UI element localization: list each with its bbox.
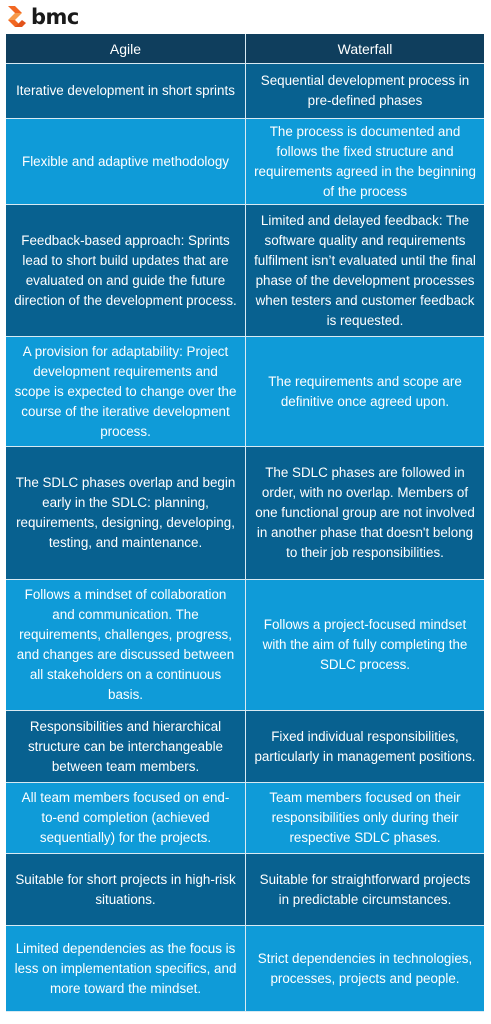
waterfall-cell [245, 447, 484, 579]
waterfall-cell [245, 64, 484, 118]
table-row [6, 337, 484, 447]
bmc-logo-icon [6, 5, 28, 29]
waterfall-cell [245, 783, 484, 853]
agile-cell [6, 64, 245, 118]
bmc-logo [6, 4, 79, 30]
waterfall-cell-text: The requirements and scope are definitive once agreed upon. [268, 373, 462, 409]
agile-cell-text: Feedback-based approach: Sprints lead to short build updates that are evaluated on and guide the future direction of the development process. [14, 232, 237, 308]
agile-cell [6, 580, 245, 710]
agile-cell [6, 711, 245, 782]
waterfall-cell-text: Follows a project-focused mindset with the aim of fully completing the SDLC process. [262, 617, 468, 672]
waterfall-cell-text: Strict dependencies in technologies, processes, projects and people. [257, 950, 473, 986]
agile-cell [6, 783, 245, 853]
table-row [6, 854, 484, 926]
waterfall-cell [245, 119, 484, 204]
agile-cell [6, 205, 245, 336]
agile-cell-text: A provision for adaptability: Project development requirements and scope is expected to change over the course of the iterative development process. [14, 343, 237, 439]
waterfall-cell-text: Fixed individual responsibilities, particularly in management positions. [254, 728, 476, 764]
agile-cell-text: All team members focused on end-to-end completion (achieved sequentially) for the projects. [21, 790, 230, 845]
waterfall-cell-text: Suitable for straightforward projects in predictable circumstances. [259, 871, 471, 907]
waterfall-cell-text: The SDLC phases are followed in order, with no overlap. Members of one functional group are not involved in another phase that doesn't belong to their job responsibilities. [255, 465, 475, 560]
waterfall-cell [245, 854, 484, 925]
table-row [6, 783, 484, 854]
agile-cell-text: Flexible and adaptive methodology [22, 153, 229, 169]
waterfall-cell [245, 337, 484, 446]
table-row [6, 447, 484, 580]
table-row [6, 926, 484, 1012]
agile-cell-text: Follows a mindset of collaboration and communication. The requirements, challenges, progress, and changes are discussed between all stakeholders on a continuous basis. [16, 587, 235, 702]
waterfall-cell [245, 711, 484, 782]
header-agile: Agile [6, 34, 245, 63]
agile-cell [6, 119, 245, 204]
table-row [6, 580, 484, 711]
table-header-row [6, 34, 484, 64]
waterfall-cell-text: Limited and delayed feedback: The software quality and requirements fulfilment isn’t evaluated until the final phase of the development processes when testers and customer feedback is requested. [254, 212, 476, 328]
comparison-table [6, 34, 484, 1012]
waterfall-cell [245, 580, 484, 710]
table-row [6, 119, 484, 205]
agile-cell-text: The SDLC phases overlap and begin early in the SDLC: planning, requirements, designing, developing, testing, and maintenance. [15, 475, 236, 550]
header-waterfall: Waterfall [245, 34, 484, 63]
agile-cell-text: Suitable for short projects in high-risk situations. [15, 871, 236, 907]
table-row [6, 711, 484, 783]
table-row [6, 205, 484, 337]
agile-cell-text: Iterative development in short sprints [16, 83, 235, 98]
waterfall-cell-text: Team members focused on their responsibilities only during their respective SDLC phases. [269, 790, 461, 845]
agile-cell [6, 447, 245, 579]
table-row [6, 64, 484, 119]
agile-cell-text: Responsibilities and hierarchical structure can be interchangeable between team members. [27, 718, 224, 774]
agile-cell-text: Limited dependencies as the focus is less on implementation specifics, and more toward the mindset. [14, 940, 237, 996]
waterfall-cell [245, 205, 484, 336]
agile-cell [6, 337, 245, 446]
waterfall-cell-text: The process is documented and follows the fixed structure and requirements agreed in the beginning of the process [254, 123, 476, 199]
brand-name: bmc [31, 5, 79, 29]
agile-cell [6, 926, 245, 1011]
waterfall-cell-text: Sequential development process in pre-defined phases [260, 73, 470, 108]
waterfall-cell [245, 926, 484, 1011]
agile-cell [6, 854, 245, 925]
